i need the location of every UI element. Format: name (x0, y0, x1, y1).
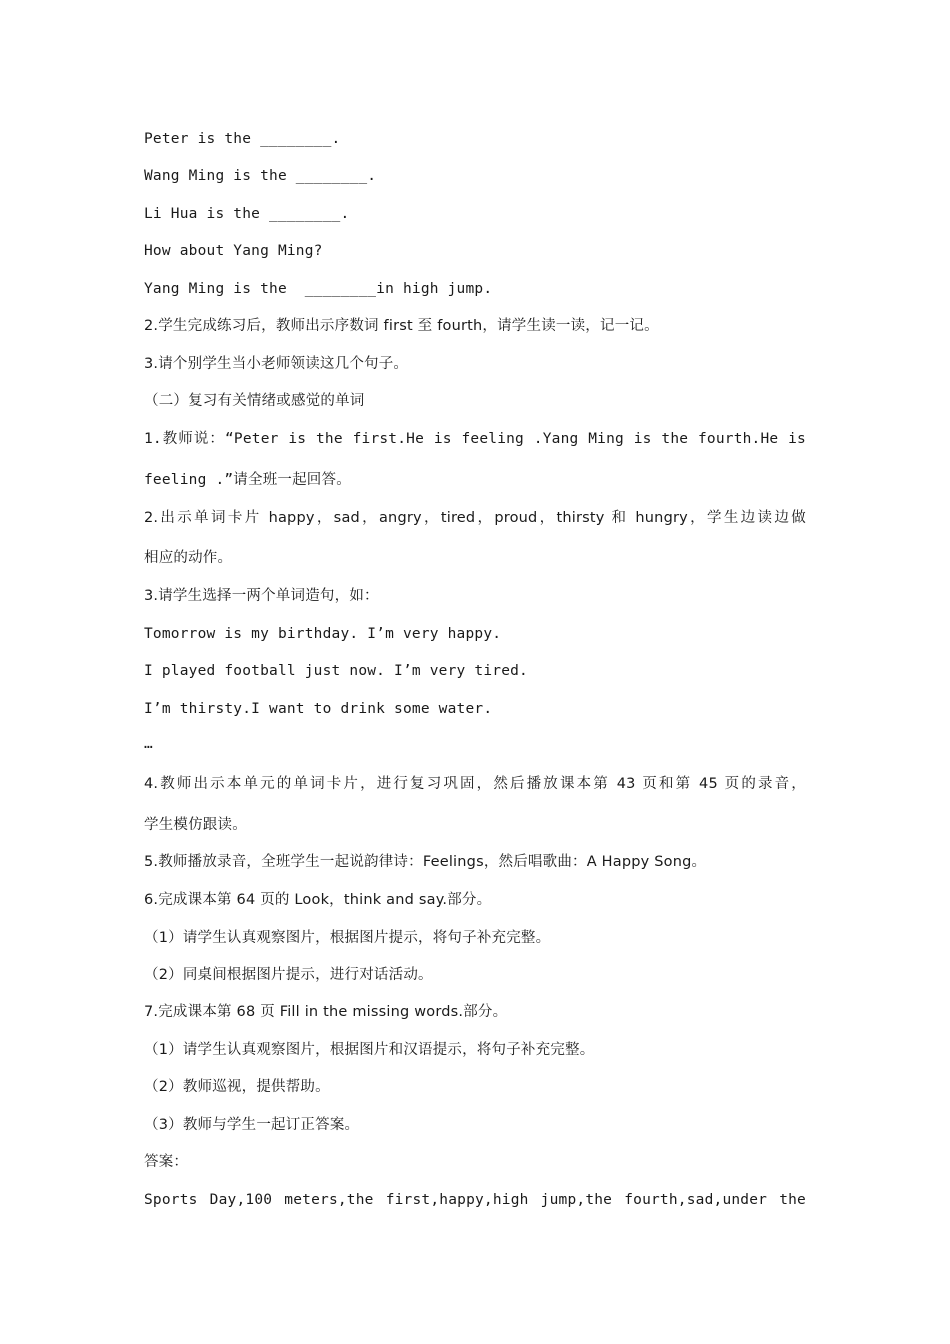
step-7-sub-3: （3）教师与学生一起订正答案。 (144, 1117, 360, 1133)
step-4-continued: 学生模仿跟读。 (144, 817, 247, 833)
step-3-lead-reading: 3.请个别学生当小老师领读这几个句子。 (144, 356, 409, 372)
step-6-look-think-say: 6.完成课本第 64 页的 Look，think and say.部分。 (144, 892, 492, 908)
step-4-word-cards-recording: 4.教师出示本单元的单词卡片，进行复习巩固，然后播放课本第 43 页和第 45 页的录音， (144, 776, 806, 792)
answer-text: Sports Day,100 meters,the first,happy,high jump,the fourth,sad,under the (144, 1192, 806, 1208)
ellipsis: … (144, 736, 153, 752)
fill-blank-li-hua: Li Hua is the ________. (144, 206, 350, 222)
section-heading-review-feelings: （二）复习有关情绪或感觉的单词 (144, 393, 365, 409)
step-2-word-cards: 2.出示单词卡片 happy，sad，angry，tired，proud，thirsty 和 hungry，学生边读边做 (144, 510, 806, 526)
step-2-ordinals: 2.学生完成练习后，教师出示序数词 first 至 fourth，请学生读一读，记一记。 (144, 318, 659, 334)
step-3-make-sentences: 3.请学生选择一两个单词造句，如： (144, 588, 379, 604)
step-1-teacher-says: 1.教师说：“Peter is the first.He is feeling .Yang Ming is the fourth.He is (144, 431, 806, 447)
example-sentence-thirsty: I’m thirsty.I want to drink some water. (144, 701, 493, 717)
step-6-sub-1: （1）请学生认真观察图片，根据图片提示，将句子补充完整。 (144, 930, 551, 946)
step-7-fill-missing-words: 7.完成课本第 68 页 Fill in the missing words.部分。 (144, 1004, 508, 1020)
answer-label: 答案： (144, 1154, 189, 1170)
example-sentence-birthday: Tomorrow is my birthday. I’m very happy. (144, 626, 502, 642)
example-sentence-football: I played football just now. I’m very tired. (144, 663, 528, 679)
fill-blank-peter: Peter is the ________. (144, 131, 341, 147)
step-6-sub-2: （2）同桌间根据图片提示，进行对话活动。 (144, 967, 433, 983)
question-yang-ming: How about Yang Ming? (144, 243, 323, 259)
step-2-continued: 相应的动作。 (144, 550, 233, 566)
step-5-rhyme-song: 5.教师播放录音，全班学生一起说韵律诗：Feelings，然后唱歌曲：A Happy Song。 (144, 854, 707, 870)
fill-blank-wang-ming: Wang Ming is the ________. (144, 168, 377, 184)
fill-blank-yang-ming: Yang Ming is the ________in high jump. (144, 281, 493, 297)
step-1-continued: feeling .”请全班一起回答。 (144, 472, 351, 488)
step-7-sub-1: （1）请学生认真观察图片，根据图片和汉语提示，将句子补充完整。 (144, 1042, 595, 1058)
step-7-sub-2: （2）教师巡视，提供帮助。 (144, 1079, 330, 1095)
